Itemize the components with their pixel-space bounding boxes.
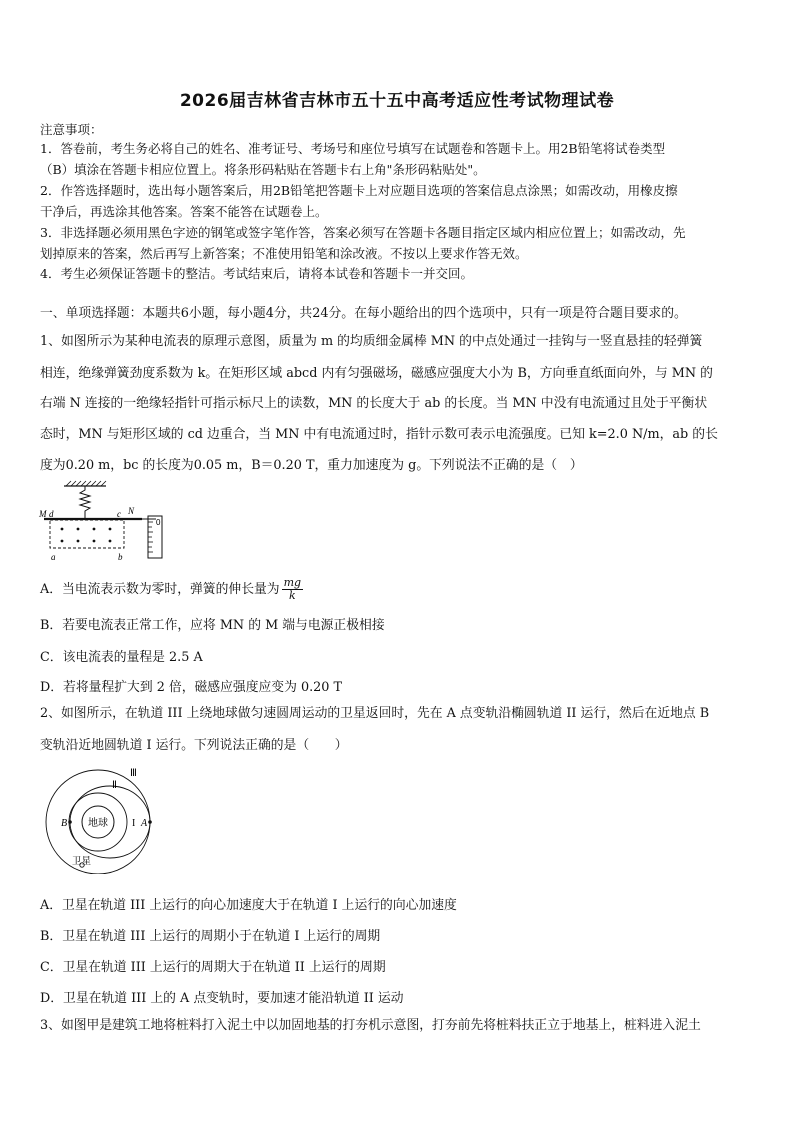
fraction-denominator: k bbox=[289, 589, 296, 602]
q2-option-a: A．卫星在轨道 III 上运行的向心加速度大于在轨道 I 上运行的向心加速度 bbox=[40, 898, 457, 913]
notice-line-5: 3．非选择题必须用黑色字迹的钢笔或签字笔作答，答案必须写在答题卡各题目指定区域内相应位置上；如需改动，先 bbox=[40, 225, 686, 240]
label-c: c bbox=[117, 509, 121, 519]
section-heading: 一、单项选择题：本题共6小题，每小题4分，共24分。在每小题给出的四个选项中，只有一项是符合题目要求的。 bbox=[40, 306, 687, 321]
q3-line-1: 3、如图甲是建筑工地将桩料打入泥土中以加固地基的打夯机示意图，打夯前先将桩料扶正立于地基上，桩料进入泥土 bbox=[40, 1018, 701, 1033]
label-0: 0 bbox=[156, 518, 161, 527]
q1-option-a bbox=[40, 577, 303, 602]
label-d: d bbox=[49, 509, 54, 519]
page-title: 2026届吉林省吉林市五十五中高考适应性考试物理试卷 bbox=[179, 91, 615, 111]
spring bbox=[80, 486, 90, 518]
label-N: N bbox=[128, 506, 135, 516]
q1-line-5: 度为0.20 m，bc 的长度为0.05 m，B＝0.20 T，重力加速度为 g。下列说法不正确的是（ ） bbox=[40, 458, 583, 473]
magnetic-region bbox=[50, 520, 124, 548]
q1-line-1: 1、如图所示为某种电流表的原理示意图，质量为 m 的均质细金属棒 MN 的中点处通过一挂钩与一竖直悬挂的轻弹簧 bbox=[40, 334, 703, 349]
fraction-mg-over-k bbox=[282, 577, 303, 602]
q1-line-4: 态时，MN 与矩形区域的 cd 边重合，当 MN 中有电流通过时，指针示数可表示电流强度。已知 k=2.0 N/m，ab 的长 bbox=[40, 427, 718, 442]
ammeter-figure bbox=[38, 480, 178, 568]
label-point-b: B bbox=[61, 818, 68, 829]
q1-option-b: B．若要电流表正常工作，应将 MN 的 M 端与电源正极相接 bbox=[40, 618, 385, 633]
point-b bbox=[68, 820, 72, 824]
notice-line-2: （B）填涂在答题卡相应位置上。将条形码粘贴在答题卡右上角"条形码粘贴处"。 bbox=[40, 162, 486, 177]
q2-line-2: 变轨沿近地圆轨道 I 运行。下列说法正确的是（ ） bbox=[40, 738, 348, 753]
notice-line-4: 干净后，再选涂其他答案。答案不能答在试题卷上。 bbox=[40, 204, 328, 219]
q1-option-a-text: A．当电流表示数为零时，弹簧的伸长量为 bbox=[40, 582, 280, 597]
notice-line-6: 划掉原来的答案，然后再写上新答案；不准使用铅笔和涂改液。不按以上要求作答无效。 bbox=[40, 246, 528, 261]
label-orbit-iii: Ⅲ bbox=[130, 768, 137, 779]
orbit-figure bbox=[44, 764, 174, 874]
point-a bbox=[148, 820, 152, 824]
label-orbit-i: I bbox=[132, 818, 136, 829]
label-earth: 地球 bbox=[88, 818, 108, 829]
label-satellite: 卫星 bbox=[72, 856, 92, 867]
q1-line-2: 相连，绝缘弹簧劲度系数为 k。在矩形区域 abcd 内有匀强磁场，磁感应强度大小为 B，方向垂直纸面向外，与 MN 的 bbox=[40, 366, 713, 381]
q2-option-c: C．卫星在轨道 III 上运行的周期大于在轨道 II 上运行的周期 bbox=[40, 960, 386, 975]
q1-line-3: 右端 N 连接的一绝缘轻指针可指示标尺上的读数，MN 的长度大于 ab 的长度。当 MN 中没有电流通过且处于平衡状 bbox=[40, 396, 708, 411]
notice-heading: 注意事项： bbox=[40, 122, 103, 137]
q1-option-d: D．若将量程扩大到 2 倍，磁感应强度应变为 0.20 T bbox=[40, 680, 343, 695]
label-b: b bbox=[118, 552, 123, 562]
label-a: a bbox=[51, 552, 56, 562]
notice-line-1: 1．答卷前，考生务必将自己的姓名、准考证号、考场号和座位号填写在试题卷和答题卡上。用2B铅笔将试卷类型 bbox=[40, 141, 666, 156]
label-orbit-ii: Ⅱ bbox=[112, 780, 117, 791]
notice-line-7: 4．考生必须保证答题卡的整洁。考试结束后，请将本试卷和答题卡一并交回。 bbox=[40, 266, 473, 281]
label-M: M bbox=[39, 509, 47, 519]
notice-line-3: 2．作答选择题时，选出每小题答案后，用2B铅笔把答题卡上对应题目选项的答案信息点涂黑；如需改动，用橡皮擦 bbox=[40, 183, 678, 198]
q2-option-d: D．卫星在轨道 III 上的 A 点变轨时，要加速才能沿轨道 II 运动 bbox=[40, 991, 404, 1006]
label-point-a: A bbox=[141, 818, 148, 829]
q2-option-b: B．卫星在轨道 III 上运行的周期小于在轨道 I 上运行的周期 bbox=[40, 929, 381, 944]
q2-line-1: 2、如图所示，在轨道 III 上绕地球做匀速圆周运动的卫星返回时，先在 A 点变轨沿椭圆轨道 II 运行，然后在近地点 B bbox=[40, 706, 710, 721]
q1-option-c: C．该电流表的量程是 2.5 A bbox=[40, 650, 203, 665]
fraction-numerator: mg bbox=[283, 576, 302, 589]
